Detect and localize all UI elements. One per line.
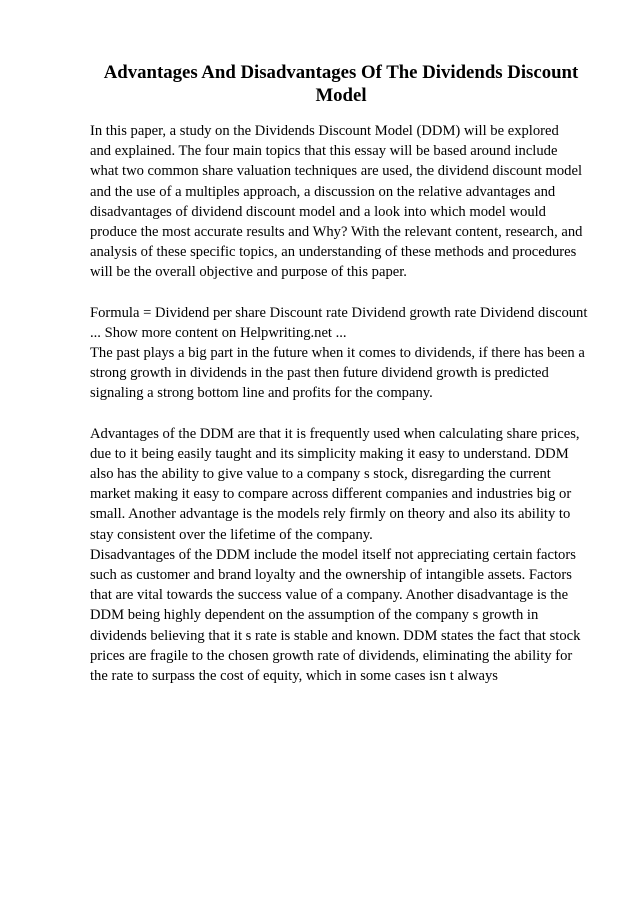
text-line: produce the most accurate results and Why? With the relevant content, research, and: [90, 224, 583, 241]
text-line: In this paper, a study on the Dividends Discount Model (DDM) will be explored: [90, 123, 559, 139]
text-line: signaling a strong bottom line and profits for the company.: [90, 385, 433, 402]
title-line: Model: [315, 84, 367, 106]
text-line: prices are fragile to the chosen growth rate of dividends, eliminating the ability for: [90, 647, 573, 664]
text-line: DDM being highly dependent on the assumption of the company s growth in: [90, 607, 539, 624]
text-line: and the use of a multiples approach, a discussion on the relative advantages and: [90, 183, 556, 200]
text-line: due to it being easily taught and its simplicity making it easy to understand. DDM: [90, 445, 569, 462]
text-line: Formula = Dividend per share Discount rate Dividend growth rate Dividend discount: [90, 304, 588, 321]
intro-paragraph: [90, 121, 598, 283]
text-line: that are vital towards the success value of a company. Another disadvantage is the: [90, 587, 569, 604]
paragraph-gap: [90, 283, 598, 303]
text-line: Disadvantages of the DDM include the model itself not appreciating certain factors: [90, 546, 576, 563]
text-line: what two common share valuation techniques are used, the dividend discount model: [90, 163, 583, 180]
text-line: dividends believing that it s rate is stable and known. DDM states the fact that stock: [90, 627, 581, 644]
text-line: such as customer and brand loyalty and the ownership of intangible assets. Factors: [90, 567, 572, 584]
text-line: market making it easy to compare across different companies and industries big or: [90, 486, 572, 503]
title-line: Advantages And Disadvantages Of The Dividends Discount: [103, 62, 579, 83]
text-line: the rate to surpass the cost of equity, which in some cases isn t always: [90, 668, 498, 685]
text-line: small. Another advantage is the models rely firmly on theory and also its ability to: [90, 506, 571, 523]
advantages-paragraph: [90, 424, 598, 545]
text-line: The past plays a big part in the future when it comes to dividends, if there has been a: [90, 345, 585, 362]
formula-paragraph: [90, 303, 598, 343]
document-title: [84, 62, 598, 107]
paragraph-gap: [90, 404, 598, 424]
text-line: analysis of these specific topics, an understanding of these methods and procedures: [90, 244, 577, 261]
text-line: Advantages of the DDM are that it is frequently used when calculating share prices,: [90, 425, 580, 442]
show-more-line: ... Show more content on Helpwriting.net ...: [90, 324, 347, 341]
text-line: disadvantages of dividend discount model and a look into which model would: [90, 203, 546, 220]
text-line: also has the ability to give value to a company s stock, disregarding the current: [90, 466, 551, 483]
text-line: and explained. The four main topics that this essay will be based around include: [90, 143, 558, 160]
text-line: will be the overall objective and purpose of this paper.: [90, 264, 407, 281]
past-paragraph: [90, 343, 598, 404]
text-line: strong growth in dividends in the past then future dividend growth is predicted: [90, 365, 549, 382]
text-line: stay consistent over the lifetime of the company.: [90, 526, 373, 543]
disadvantages-paragraph: [90, 545, 598, 686]
